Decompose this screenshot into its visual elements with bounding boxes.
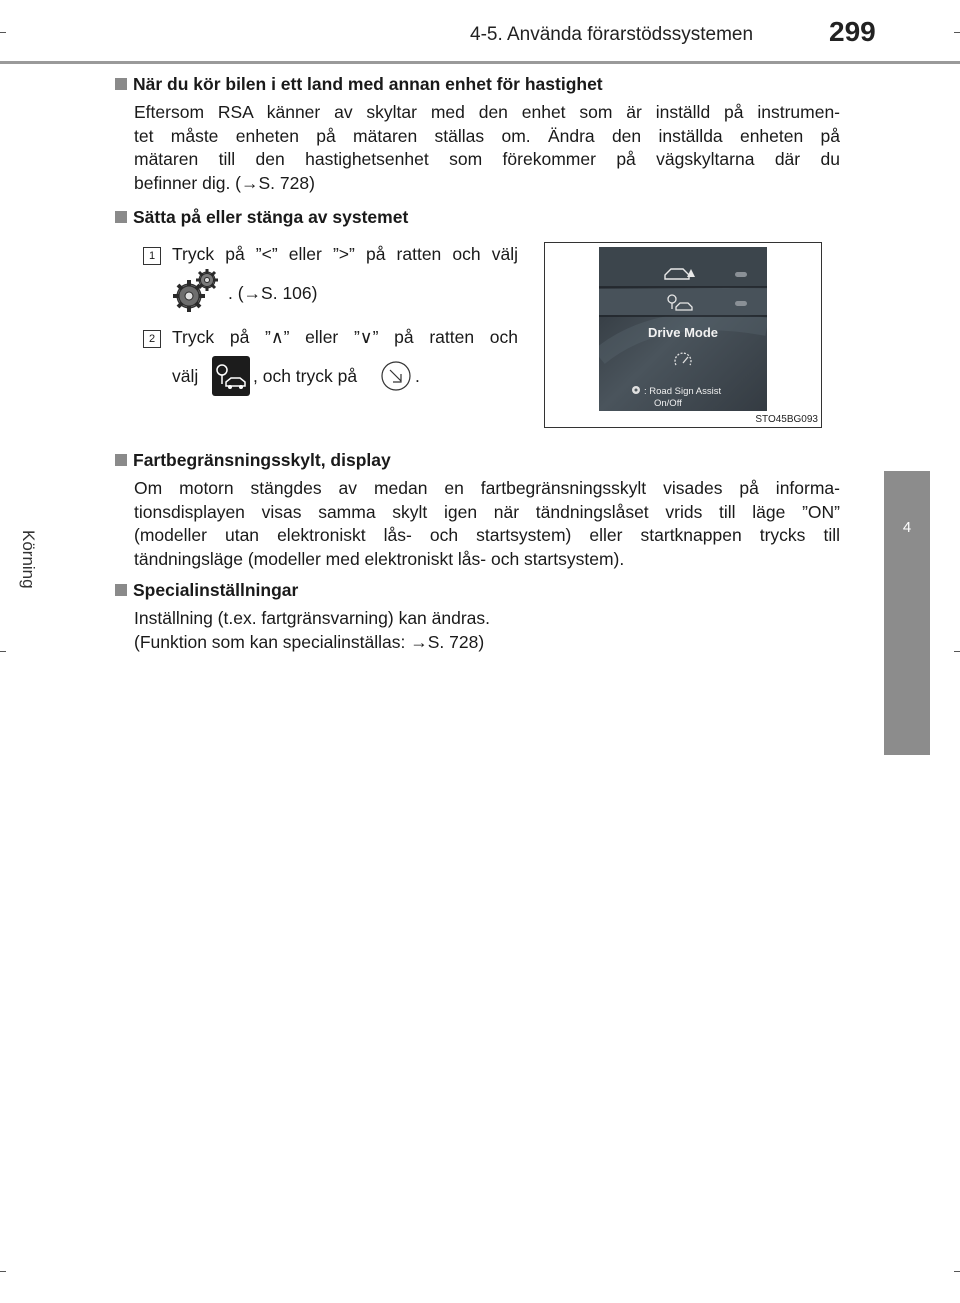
screen-title: Drive Mode: [647, 325, 719, 340]
crop-mark: [954, 32, 960, 33]
chapter-label: Körning: [19, 530, 38, 589]
paragraph-custom: [134, 607, 840, 654]
text-line: befinner dig. (→S. 728): [134, 172, 315, 193]
paragraph-display: [134, 477, 840, 571]
text-line: Inställning (t.ex. fartgränsvarning) kan ändras.: [134, 608, 491, 628]
text-line: tionsdisplayen visas samma skylt igen när tändningslåset vrids till läge ”ON”: [134, 501, 840, 522]
step-1-line-2: . (→S. 106): [228, 283, 318, 303]
text-line: Eftersom RSA känner av skyltar med den enhet som är inställd på instrumen-: [134, 102, 840, 122]
text-line: tet måste enheten på mätaren ställas om. Ändra den inställda enheten på: [134, 125, 840, 146]
crop-mark: [0, 1271, 6, 1272]
paragraph-units: [134, 101, 840, 195]
heading-text: När du kör bilen i ett land med annan enhet för hastighet: [133, 74, 603, 94]
gear-icon: [172, 266, 220, 312]
step-2-line-2-middle: , och tryck på: [253, 366, 358, 386]
step-1-line-1: Tryck på ”<” eller ”>” på ratten och välj: [172, 244, 518, 264]
step-2-line-2-prefix: välj: [172, 366, 199, 386]
crop-mark: [0, 32, 6, 33]
display-screen: [599, 247, 767, 411]
text-line: tändningsläge (modeller med elektroniskt lås- och startsystem).: [134, 548, 625, 569]
crop-mark: [954, 651, 960, 652]
step-number-1: 1: [143, 247, 161, 265]
chapter-number: 4: [902, 519, 912, 536]
heading-square-icon: [115, 211, 127, 223]
text-line: Om motorn stängdes av medan en fartbegränsningsskylt visades på informa-: [134, 478, 840, 498]
heading-square-icon: [115, 454, 127, 466]
chapter-tab: [884, 471, 930, 755]
section-heading-toggle: [115, 207, 408, 228]
text-line: (Funktion som kan specialinställas: →S. 728): [134, 631, 485, 652]
page-number: 299: [829, 16, 876, 47]
road-sign-assist-icon: [212, 356, 250, 396]
screen-hint-line-2: On/Off: [654, 398, 682, 409]
heading-text: Fartbegränsningsskylt, display: [133, 450, 391, 470]
text-line: mätaren till den hastighetsenhet som förekommer på vägskyltarna där du: [134, 149, 840, 169]
heading-text: Sätta på eller stänga av systemet: [133, 207, 409, 227]
header-rule: [0, 61, 960, 64]
text-line: (modeller utan elektroniskt lås- och startsystem) eller startknappen trycks till: [134, 525, 840, 545]
enter-button-icon: [380, 360, 412, 392]
crop-mark: [954, 1271, 960, 1272]
section-heading-display: [115, 450, 391, 471]
step-number-2: 2: [143, 330, 161, 348]
figure-code: STO45BG093: [755, 414, 818, 425]
crop-mark: [0, 651, 6, 652]
section-heading-custom: [115, 580, 298, 601]
step-2-line-1: Tryck på ”∧” eller ”∨” på ratten och: [172, 327, 518, 347]
section-heading-units: [115, 74, 603, 95]
screen-hint-line-1: : Road Sign Assist: [644, 386, 722, 397]
heading-square-icon: [115, 584, 127, 596]
section-title: 4-5. Använda förarstödssystemen: [470, 24, 754, 45]
figure-drive-mode: [544, 242, 822, 428]
step-2-line-2-suffix: .: [415, 366, 420, 386]
heading-text: Specialinställningar: [133, 580, 299, 600]
heading-square-icon: [115, 78, 127, 90]
